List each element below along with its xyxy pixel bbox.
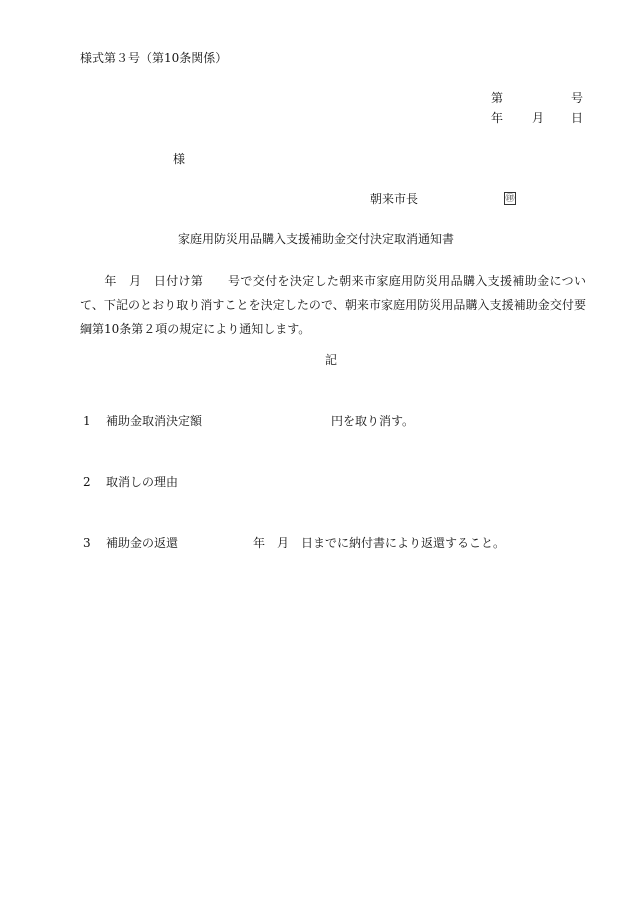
item-1-detail: 円を取り消す。 bbox=[331, 414, 415, 428]
date-day: 日 bbox=[571, 111, 584, 125]
item-1-label: 補助金取消決定額 bbox=[106, 414, 203, 428]
addressee-honorific: 様 bbox=[173, 152, 186, 166]
item-1-number: 1 bbox=[83, 414, 91, 428]
date-year: 年 bbox=[491, 111, 504, 125]
issuer-title: 朝来市長 bbox=[370, 192, 419, 206]
item-3-number: 3 bbox=[83, 536, 91, 550]
item-2-label: 取消しの理由 bbox=[106, 475, 179, 489]
ki-heading: 記 bbox=[325, 353, 338, 367]
body-paragraph bbox=[80, 269, 586, 341]
item-2-number: 2 bbox=[83, 475, 91, 489]
document-number-dai: 第 bbox=[491, 91, 504, 105]
document-number-go: 号 bbox=[571, 91, 584, 105]
form-number: 様式第３号（第10条関係） bbox=[80, 51, 228, 65]
document-title: 家庭用防災用品購入支援補助金交付決定取消通知書 bbox=[178, 232, 455, 246]
item-3-detail: 年 月 日までに納付書により返還すること。 bbox=[253, 536, 506, 550]
item-3-label: 補助金の返還 bbox=[106, 536, 179, 550]
seal-stamp: ㊞ bbox=[505, 194, 515, 204]
date-month: 月 bbox=[532, 111, 545, 125]
body-paragraph-text: 年 月 日付け第 号で交付を決定した朝来市家庭用防災用品購入支援補助金について、下記のとおり取り消すことを決定したので、朝来市家庭用防災用品購入支援補助金交付要綱第10条第２項の規定により通知します。 bbox=[80, 274, 586, 336]
